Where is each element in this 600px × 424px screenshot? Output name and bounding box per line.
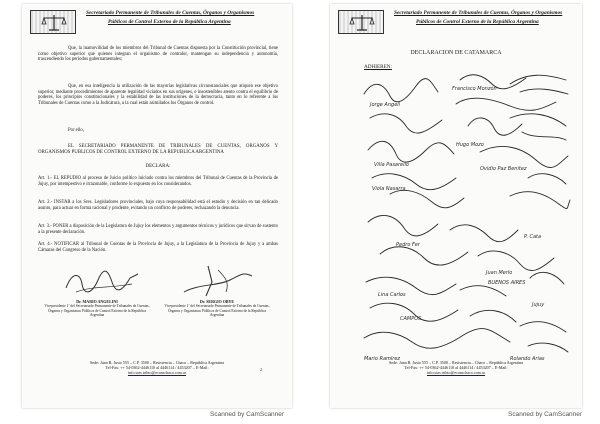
signer-title: Vicepresidente 1º del Secretariado Permanente de Tribunales de Cuentas, Órganos y Organismos Públicos de Control Externo de la República Argentina xyxy=(164,304,270,318)
signature-annotation: Juan Merlo xyxy=(486,270,513,276)
signature-scribble xyxy=(530,272,564,284)
org-name-line1: Secretariado Permanente de Tribunales de Cuentas, Órganos y Organismos xyxy=(394,10,563,16)
scales-logo xyxy=(338,10,384,34)
scales-logo xyxy=(30,10,76,34)
signature-annotation: Francisco Monzón xyxy=(452,86,497,92)
signature-scribble xyxy=(480,146,568,167)
signature-scribble xyxy=(370,114,442,133)
signature-annotation: BUENOS AIRES xyxy=(488,280,526,286)
signature-scribble xyxy=(364,329,510,349)
signature-scribble xyxy=(478,251,554,271)
signature-annotation: Ovidio Paz Benitez xyxy=(480,166,527,172)
signature-annotation: Viola Nasarra xyxy=(372,186,406,192)
signature-annotation: P. Cata xyxy=(524,234,542,240)
signature-caption-right xyxy=(162,300,272,318)
signature-angelini xyxy=(62,266,142,298)
left-page xyxy=(22,4,292,408)
scanned-by-label-left: Scanned by CamScanner xyxy=(210,411,285,418)
article: Art. 2.- INSTAR a los Sres. Legisladores provinciales, bajo cuya responsabilidad está el estudio y decisión en tan delicado asunto, para actuar en forma racional y prudente, evitando un conflicto de poderes, rechazando la denuncia. xyxy=(38,200,278,211)
signature-scribble xyxy=(528,174,566,184)
signer-title: Vicepresidente 1º del Secretariado Permanente de Tribunales de Cuentas, Órganos y Organismos Públicos de Control Externo de la República Argentina xyxy=(44,304,150,318)
declara: DECLARA: xyxy=(145,164,171,169)
signature-scribble xyxy=(380,247,468,265)
org-name-line2: Públicos de Control Externo de la República Argentina xyxy=(416,19,539,25)
signature-scribble xyxy=(390,190,464,207)
heading: EL SECRETARIADO PERMANENTE DE TRIBUNALES DE CUENTAS, ORGANOS Y ORGANISMOS PUBLICOS DE CONTROL EXTERNO DE LA REPUBLICA ARGENTINA xyxy=(38,144,278,155)
signature-annotation: Villa Pasarello xyxy=(374,162,409,168)
signature-annotation: Jujuy xyxy=(532,302,545,308)
signature-obye xyxy=(178,262,258,302)
paragraph: Que, en esa inteligencia la utilización de las mayorías legislativas circunstanciales que atiquen ese objetivo superior, mediante procedimientos de aparente legalidad viciados en sus orígenes, e insostenibles atento contra el equilibrio de poderes, los principios constitucionales y la estabilidad de las instituciones de la democracia, tanto en lo referente a los Tribunales de Cuentas como a la Judicatura, a la cual están asimilados los Órganos de control. xyxy=(38,84,278,106)
declara-label xyxy=(38,164,278,170)
signature-scribble xyxy=(510,192,570,209)
scales-icon xyxy=(39,13,69,33)
considerando-2 xyxy=(38,84,278,106)
footer-phone: Tel-Fax: ++ 54-0362-4446110 al 4446114 / 4453207 – E-Mail: xyxy=(404,365,508,370)
signature-annotation: Pedro Fer xyxy=(396,242,420,248)
page-number: 2 xyxy=(260,367,262,372)
signature-annotation: Rolando Arias xyxy=(510,356,545,360)
footer-email: info.stas.tribto@ecomchaco.com.ar xyxy=(127,370,187,375)
paragraph: Por ello, xyxy=(68,128,84,133)
signature-annotation: Hugo Mozo xyxy=(456,142,484,148)
article: Art. 1.- EL REPUDIO al proceso de Juicio político iniciado contra los miembros del Tribunal de Cuentas de la Provincia de Jujuy, por intempestivo e irrazonable, conforme lo expuesto en los considerandos. xyxy=(38,176,278,187)
adheren-label: ADHIEREN: xyxy=(364,64,392,70)
signer-name: Dr. MARIO ANGELINI xyxy=(76,299,118,304)
signature-annotation: Lina Carlos xyxy=(378,292,406,298)
resolution-heading xyxy=(38,144,278,156)
scales-icon xyxy=(347,13,377,33)
signature-scribble xyxy=(450,225,518,242)
signature-scribble xyxy=(510,75,568,94)
paragraph: Que, la inamovilidad de los miembros del Tribunal de Cuentas dispuesta por la Constitución provincial, tiene como objetivo superior que quienes integran el organismo de contralor, mantengan su independencia y autonomía, trascendiendo los períodos gubernamentales; xyxy=(38,46,278,63)
footer-email: info.stas.tribto@ecomchaco.com.ar xyxy=(426,370,486,375)
footer-address: Sede: Juan B. Justo 555 – C.P. 3500 – Resistencia – Chaco – República Argentina xyxy=(90,360,224,365)
signature-scribble xyxy=(468,118,522,135)
signature-annotation: Jorge Angeli xyxy=(370,102,401,108)
footer-address: Sede: Juan B. Justo 555 – C.P. 3500 – Resistencia – Chaco – República Argentina xyxy=(389,360,523,365)
declaration-title: DECLARACION DE CATAMARCA xyxy=(410,50,502,56)
footer xyxy=(36,360,278,375)
signature-annotation: CAMPOS xyxy=(400,316,422,322)
considerando-1 xyxy=(38,46,278,63)
article: Art. 3.- PONER a disposición de la Legislatura de Jujuy los elementos y argumentos técnicos y jurídicos que sirvan de sustento a la presente declaración. xyxy=(38,224,278,235)
right-page xyxy=(330,4,582,408)
signature-scribble xyxy=(520,322,568,352)
letterhead xyxy=(338,10,574,40)
letterhead xyxy=(30,10,284,40)
signature-caption-left xyxy=(42,300,152,318)
footer xyxy=(342,360,570,375)
signature-annotation: Mario Ramirez xyxy=(364,356,401,360)
signature-scribble xyxy=(456,98,556,110)
footer-phone: Tel-Fax: ++ 54-0362-4446110 al 4446114 / 4453207 – E-Mail: xyxy=(105,365,209,370)
scanned-by-label-right: Scanned by CamScanner xyxy=(508,411,583,418)
article: Art. 4.- NOTIFICAR al Tribunal de Cuentas de la Provincia de Jujuy, a la Legislatura de la Provincia de Jujuy y a ambas Cámaras del Congreso de la Nación. xyxy=(38,242,278,253)
org-name-line1: Secretariado Permanente de Tribunales de Cuentas, Órganos y Organismos xyxy=(86,10,255,16)
signature-scribble xyxy=(470,310,516,322)
signature-scribble xyxy=(368,215,438,235)
article-2 xyxy=(38,200,278,211)
por-ello xyxy=(38,128,278,134)
signatures-field xyxy=(360,70,572,360)
signature-scribble xyxy=(364,79,438,102)
article-4 xyxy=(38,242,278,253)
signature-scribble xyxy=(368,141,454,162)
signer-name: Dr. SERGIO OBYE xyxy=(199,299,235,304)
signature-scribble xyxy=(460,286,506,296)
article-1 xyxy=(38,176,278,187)
org-name-line2: Públicos de Control Externo de la República Argentina xyxy=(108,19,231,25)
article-3 xyxy=(38,224,278,235)
